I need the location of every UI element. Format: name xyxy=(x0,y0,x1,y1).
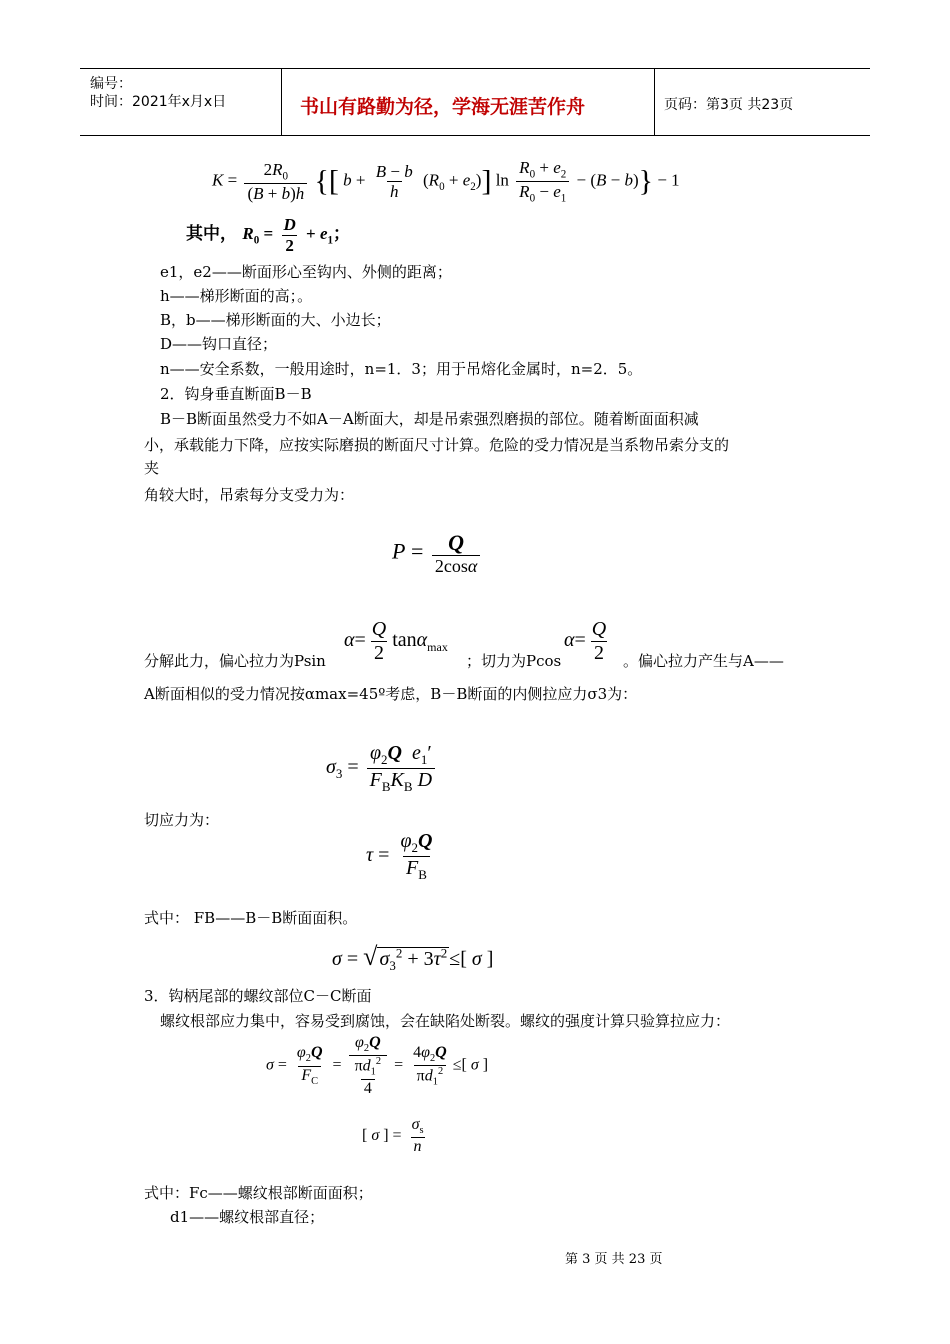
document-date-label: 时间：2021年x月x日 xyxy=(90,94,227,110)
paragraph-3: 螺纹根部应力集中，容易受到腐蚀，会在缺陷处断裂。螺纹的强度计算只验算拉应力： xyxy=(160,1012,731,1030)
formula-tau: τ = $\frac{\varphi_2Q}{F_B}$ xyxy=(366,830,433,882)
definition-h: h——梯形断面的高；。 xyxy=(160,287,313,305)
formula-sigma-combined: σ = √ $\sigma_3^2 + 3\tau^2$ ≤[ σ ] xyxy=(332,942,494,973)
definition-n: n——安全系数，一般用途时，n=1．3；用于吊熔化金属时，n=2．5。 xyxy=(160,360,643,378)
paragraph-2-line-3: 夹 xyxy=(144,459,160,477)
formula-r0-line xyxy=(186,215,350,255)
page-footer: 第 3 页 共 23 页 xyxy=(565,1252,663,1267)
decomposition-line-2: A断面相似的受力情况按αmax=45º考虑，B－B断面的内侧拉应力σ3为： xyxy=(144,685,638,703)
formula-k: K = $\frac{2R_0}{(B + b)h}$ {[ b + $\frac{B - b}{h}$ $(R_0 + e_2)$] ln $\frac{R_0 + e_2}{R_0 - e_1}$ − (B − b)} − 1 xyxy=(212,158,680,205)
paragraph-2-line-2: 小，承载能力下降，应按实际磨损的断面尺寸计算。危险的受力情况是当系物吊索分支的 xyxy=(144,436,730,454)
decomposition-text-b: ；切力为Pcos xyxy=(466,652,562,670)
shear-stress-label: 切应力为： xyxy=(144,811,220,829)
formula-sigma3: $\sigma_3$ = $\frac{\varphi_2Q e_1'}{F_BK_B D}$ xyxy=(326,742,438,795)
formula-sigma-c: σ = $\frac{\varphi_2Q}{F_C}$ = $\frac{\varphi_2Q}{\frac{\pi d_1^2}{4}}$ = $\frac{4\varphi_2Q}{\pi d_1^2}$ ≤[ σ ] xyxy=(266,1034,489,1097)
formula-allowable-stress: [ σ ] = $\frac{\sigma_s}{n}$ xyxy=(362,1116,424,1156)
formula-alpha-1: α= $\frac{Q}{2}$ tanα$_{max}$ xyxy=(344,618,448,664)
header-motto: 书山有路勤为径，学海无涯苦作舟 xyxy=(300,96,586,118)
paragraph-2-line-4: 角较大时，吊索每分支受力为： xyxy=(144,486,355,504)
formula-alpha-2: α= $\frac{Q}{2}$ xyxy=(564,618,607,664)
fb-definition: 式中： FB——B－B断面面积。 xyxy=(144,909,358,927)
decomposition-text-c: 。偏心拉力产生与A—— xyxy=(623,652,784,670)
definition-d: D——钩口直径； xyxy=(160,335,278,353)
definition-e: e1，e2——断面形心至钩内、外侧的距离； xyxy=(160,263,452,281)
section-3-title: 3．钩柄尾部的螺纹部位C－C断面 xyxy=(144,987,372,1005)
definition-b: B，b——梯形断面的大、小边长； xyxy=(160,311,391,329)
fc-definition: 式中：Fc——螺纹根部断面面积； xyxy=(144,1184,373,1202)
formula-p: P = $\frac{Q}{2\cos\alpha}$ xyxy=(392,530,483,577)
where-prefix: 其中， xyxy=(186,223,237,244)
formula-r0: $R_0$ = $\frac{D}{2}$ + $e_1$； xyxy=(242,215,351,255)
paragraph-2-line-1: B－B断面虽然受力不如A－A断面大，却是吊索强烈磨损的部位。随着断面面积减 xyxy=(160,410,699,428)
header-page-label: 页码：第3页 共23页 xyxy=(664,97,794,113)
decomposition-text-a: 分解此力，偏心拉力为Psin xyxy=(144,652,326,670)
section-2-title: 2．钩身垂直断面B－B xyxy=(160,385,312,403)
d1-definition: d1——螺纹根部直径； xyxy=(170,1208,325,1226)
document-number-label: 编号： xyxy=(90,76,132,92)
